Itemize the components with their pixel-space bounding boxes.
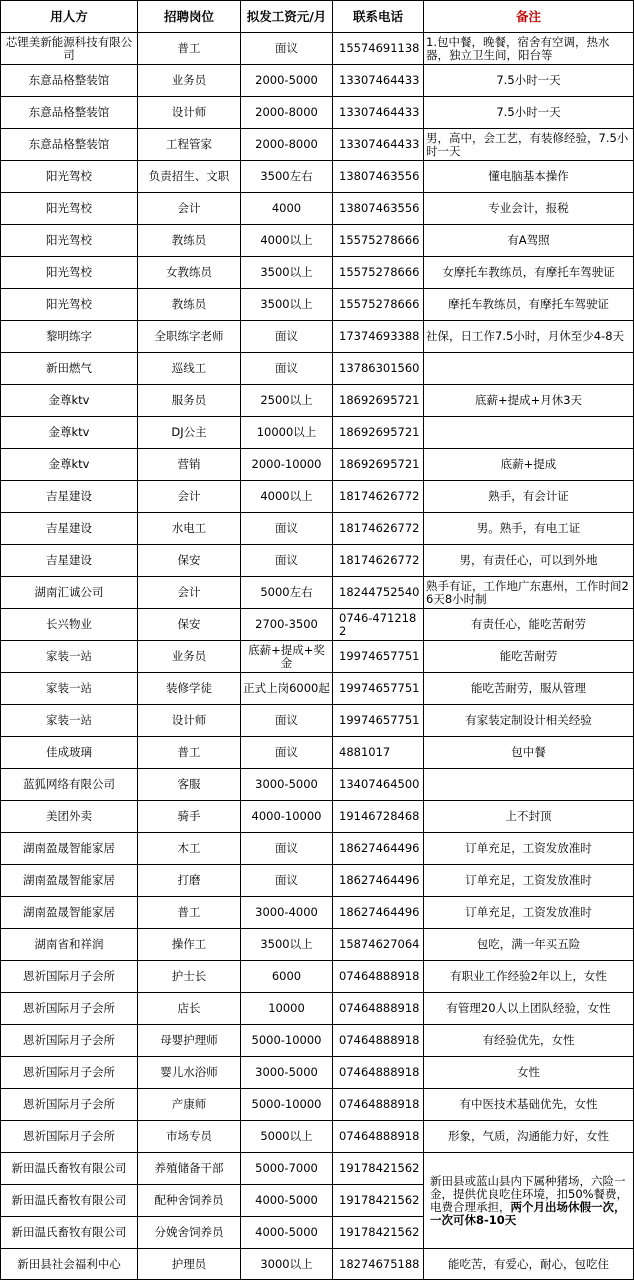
- employer-cell: 吉星建设: [1, 545, 138, 577]
- note-cell: 熟手有证，工作地广东惠州，工作时间26天8小时制: [424, 577, 634, 609]
- position-cell: 客服: [138, 769, 241, 801]
- table-row: [1, 513, 634, 545]
- note-cell: 有中医技术基础优先，女性: [424, 1089, 634, 1121]
- position-cell: 设计师: [138, 705, 241, 737]
- phone-cell: 18627464496: [333, 897, 424, 929]
- position-cell: 护理员: [138, 1249, 241, 1280]
- phone-cell: 18627464496: [333, 833, 424, 865]
- phone-cell: 15575278666: [333, 289, 424, 321]
- salary-cell: 3500以上: [241, 289, 333, 321]
- salary-cell: 4000-5000: [241, 1185, 333, 1217]
- table-body: [1, 33, 634, 1280]
- employer-cell: 家装一站: [1, 641, 138, 673]
- table-row: [1, 737, 634, 769]
- note-cell: 有管理20人以上团队经验，女性: [424, 993, 634, 1025]
- position-cell: 配种舍饲养员: [138, 1185, 241, 1217]
- note-cell: 女摩托车教练员，有摩托车驾驶证: [424, 257, 634, 289]
- table-row: [1, 993, 634, 1025]
- note-cell: 能吃苦，有爱心，耐心，包吃住: [424, 1249, 634, 1280]
- table-row: [1, 129, 634, 161]
- header-employer: 用人方: [1, 1, 138, 33]
- phone-cell: 07464888918: [333, 961, 424, 993]
- employer-cell: 东意品格整装馆: [1, 65, 138, 97]
- note-cell: 男，高中，会工艺，有装修经验，7.5小时一天: [424, 129, 634, 161]
- note-cell: 能吃苦耐劳: [424, 641, 634, 673]
- phone-cell: 18174626772: [333, 513, 424, 545]
- salary-cell: 5000左右: [241, 577, 333, 609]
- phone-cell: 13307464433: [333, 129, 424, 161]
- position-cell: 会计: [138, 577, 241, 609]
- salary-cell: 3000-5000: [241, 1057, 333, 1089]
- employer-cell: 家装一站: [1, 705, 138, 737]
- employer-cell: 湖南汇诚公司: [1, 577, 138, 609]
- employer-cell: 恩祈国际月子会所: [1, 1089, 138, 1121]
- note-cell: 形象，气质，沟通能力好，女性: [424, 1121, 634, 1153]
- phone-cell: 15575278666: [333, 225, 424, 257]
- phone-cell: 18627464496: [333, 865, 424, 897]
- salary-cell: 5000以上: [241, 1121, 333, 1153]
- employer-cell: 东意品格整装馆: [1, 97, 138, 129]
- salary-cell: 2500以上: [241, 385, 333, 417]
- table-row: [1, 385, 634, 417]
- salary-cell: 10000: [241, 993, 333, 1025]
- table-row: [1, 417, 634, 449]
- phone-cell: 07464888918: [333, 1121, 424, 1153]
- salary-cell: 3500左右: [241, 161, 333, 193]
- table-row: [1, 769, 634, 801]
- phone-cell: 15575278666: [333, 257, 424, 289]
- employer-cell: 金尊ktv: [1, 449, 138, 481]
- phone-cell: 13307464433: [333, 65, 424, 97]
- employer-cell: 金尊ktv: [1, 417, 138, 449]
- phone-cell: 18692695721: [333, 417, 424, 449]
- salary-cell: 5000-10000: [241, 1025, 333, 1057]
- salary-cell: 面议: [241, 737, 333, 769]
- note-cell: 7.5小时一天: [424, 65, 634, 97]
- header-row: [1, 1, 634, 33]
- phone-cell: 19146728468: [333, 801, 424, 833]
- phone-cell: 13807463556: [333, 161, 424, 193]
- employer-cell: 阳光驾校: [1, 257, 138, 289]
- employer-cell: 芯锂美新能源科技有限公司: [1, 33, 138, 65]
- table-row: [1, 193, 634, 225]
- phone-cell: 19178421562: [333, 1153, 424, 1185]
- position-cell: DJ公主: [138, 417, 241, 449]
- position-cell: 打磨: [138, 865, 241, 897]
- salary-cell: 面议: [241, 705, 333, 737]
- position-cell: 市场专员: [138, 1121, 241, 1153]
- phone-cell: 19178421562: [333, 1217, 424, 1249]
- table-row: [1, 641, 634, 673]
- position-cell: 普工: [138, 33, 241, 65]
- note-cell: 订单充足，工资发放准时: [424, 865, 634, 897]
- employer-cell: 东意品格整装馆: [1, 129, 138, 161]
- table-row: [1, 1249, 634, 1280]
- merged-note-cell: [424, 1153, 634, 1249]
- phone-cell: 07464888918: [333, 1089, 424, 1121]
- employer-cell: 恩祈国际月子会所: [1, 961, 138, 993]
- table-row: [1, 545, 634, 577]
- salary-cell: 2000-5000: [241, 65, 333, 97]
- position-cell: 产康师: [138, 1089, 241, 1121]
- note-cell: 懂电脑基本操作: [424, 161, 634, 193]
- note-cell: [424, 769, 634, 801]
- salary-cell: 2000-8000: [241, 129, 333, 161]
- table-row: [1, 353, 634, 385]
- phone-cell: 17374693388: [333, 321, 424, 353]
- employer-cell: 金尊ktv: [1, 385, 138, 417]
- note-cell: 男。熟手，有电工证: [424, 513, 634, 545]
- phone-cell: 18244752540: [333, 577, 424, 609]
- note-cell: 专业会计，报税: [424, 193, 634, 225]
- position-cell: 婴儿水浴师: [138, 1057, 241, 1089]
- salary-cell: 3500以上: [241, 929, 333, 961]
- position-cell: 装修学徒: [138, 673, 241, 705]
- employer-cell: 长兴物业: [1, 609, 138, 641]
- employer-cell: 吉星建设: [1, 513, 138, 545]
- note-cell: 上不封顶: [424, 801, 634, 833]
- employer-cell: 黎明练字: [1, 321, 138, 353]
- employer-cell: 湖南省和祥润: [1, 929, 138, 961]
- employer-cell: 新田温氏畜牧有限公司: [1, 1185, 138, 1217]
- table-row: [1, 961, 634, 993]
- note-cell: 1.包中餐，晚餐，宿舍有空调，热水器，独立卫生间，阳台等: [424, 33, 634, 65]
- salary-cell: 3500以上: [241, 257, 333, 289]
- note-cell: [424, 353, 634, 385]
- phone-cell: 18174626772: [333, 481, 424, 513]
- merged-note-text: 新田县或蓝山县内下属种猪场，六险一金，提供优良吃住环境，扣50%餐费，电费合理承担，: [430, 1173, 629, 1214]
- salary-cell: 4000以上: [241, 481, 333, 513]
- employer-cell: 湖南盈晟智能家居: [1, 833, 138, 865]
- table-row: [1, 801, 634, 833]
- employer-cell: 阳光驾校: [1, 161, 138, 193]
- table-row: [1, 929, 634, 961]
- employer-cell: 家装一站: [1, 673, 138, 705]
- salary-cell: 4000以上: [241, 225, 333, 257]
- note-cell: 男，有责任心，可以到外地: [424, 545, 634, 577]
- phone-cell: 13407464500: [333, 769, 424, 801]
- table-row: [1, 65, 634, 97]
- note-cell: 女性: [424, 1057, 634, 1089]
- note-cell: 底薪+提成: [424, 449, 634, 481]
- salary-cell: 5000-7000: [241, 1153, 333, 1185]
- salary-cell: 5000-10000: [241, 1089, 333, 1121]
- phone-cell: 07464888918: [333, 1025, 424, 1057]
- position-cell: 工程管家: [138, 129, 241, 161]
- employer-cell: 湖南盈晟智能家居: [1, 897, 138, 929]
- phone-cell: 19178421562: [333, 1185, 424, 1217]
- phone-cell: 15574691138: [333, 33, 424, 65]
- phone-cell: 19974657751: [333, 673, 424, 705]
- position-cell: 业务员: [138, 641, 241, 673]
- table-row: [1, 257, 634, 289]
- position-cell: 教练员: [138, 225, 241, 257]
- phone-cell: 13786301560: [333, 353, 424, 385]
- note-cell: 订单充足，工资发放准时: [424, 833, 634, 865]
- table-row: [1, 97, 634, 129]
- position-cell: 普工: [138, 737, 241, 769]
- phone-cell: 19974657751: [333, 705, 424, 737]
- employer-cell: 恩祈国际月子会所: [1, 1121, 138, 1153]
- employer-cell: 恩祈国际月子会所: [1, 1057, 138, 1089]
- position-cell: 会计: [138, 481, 241, 513]
- phone-cell: 0746-4712182: [333, 609, 424, 641]
- table-row: [1, 161, 634, 193]
- position-cell: 养殖储备干部: [138, 1153, 241, 1185]
- salary-cell: 6000: [241, 961, 333, 993]
- note-cell: 能吃苦耐劳，服从管理: [424, 673, 634, 705]
- salary-cell: 面议: [241, 321, 333, 353]
- table-row: [1, 1121, 634, 1153]
- table-row: [1, 33, 634, 65]
- salary-cell: 面议: [241, 353, 333, 385]
- position-cell: 店长: [138, 993, 241, 1025]
- position-cell: 全职练字老师: [138, 321, 241, 353]
- table-row: [1, 1025, 634, 1057]
- salary-cell: 2700-3500: [241, 609, 333, 641]
- phone-cell: 18692695721: [333, 385, 424, 417]
- table-row: [1, 897, 634, 929]
- position-cell: 分娩舍饲养员: [138, 1217, 241, 1249]
- employer-cell: 美团外卖: [1, 801, 138, 833]
- employer-cell: 湖南盈晟智能家居: [1, 865, 138, 897]
- position-cell: 普工: [138, 897, 241, 929]
- note-cell: 社保，日工作7.5小时，月休至少4-8天: [424, 321, 634, 353]
- phone-cell: 13807463556: [333, 193, 424, 225]
- phone-cell: 4881017: [333, 737, 424, 769]
- table-row: [1, 833, 634, 865]
- table-row: [1, 1057, 634, 1089]
- position-cell: 水电工: [138, 513, 241, 545]
- employer-cell: 阳光驾校: [1, 193, 138, 225]
- employer-cell: 阳光驾校: [1, 225, 138, 257]
- merged-note-bold-text: 两个月出场休假一次，一次可休8-10天: [430, 1199, 626, 1227]
- position-cell: 巡线工: [138, 353, 241, 385]
- phone-cell: 18174626772: [333, 545, 424, 577]
- employer-cell: 新田燃气: [1, 353, 138, 385]
- salary-cell: 正式上岗6000起: [241, 673, 333, 705]
- position-cell: 护士长: [138, 961, 241, 993]
- position-cell: 会计: [138, 193, 241, 225]
- note-cell: 订单充足，工资发放准时: [424, 897, 634, 929]
- phone-cell: 18274675188: [333, 1249, 424, 1280]
- employer-cell: 新田温氏畜牧有限公司: [1, 1217, 138, 1249]
- table-row: [1, 289, 634, 321]
- table-row: [1, 609, 634, 641]
- position-cell: 女教练员: [138, 257, 241, 289]
- employer-cell: 新田温氏畜牧有限公司: [1, 1153, 138, 1185]
- note-cell: 有家装定制设计相关经验: [424, 705, 634, 737]
- table-row: [1, 481, 634, 513]
- salary-cell: 底薪+提成+奖金: [241, 641, 333, 673]
- position-cell: 教练员: [138, 289, 241, 321]
- table-row: [1, 865, 634, 897]
- header-salary: 拟发工资元/月: [241, 1, 333, 33]
- employer-cell: 恩祈国际月子会所: [1, 993, 138, 1025]
- table-row: [1, 577, 634, 609]
- salary-cell: 面议: [241, 513, 333, 545]
- table-row: [1, 225, 634, 257]
- phone-cell: 07464888918: [333, 1057, 424, 1089]
- header-phone: 联系电话: [333, 1, 424, 33]
- table-row: [1, 1153, 634, 1185]
- employer-cell: 恩祈国际月子会所: [1, 1025, 138, 1057]
- table-row: [1, 673, 634, 705]
- phone-cell: 19974657751: [333, 641, 424, 673]
- salary-cell: 面议: [241, 545, 333, 577]
- salary-cell: 面议: [241, 865, 333, 897]
- salary-cell: 2000-10000: [241, 449, 333, 481]
- position-cell: 营销: [138, 449, 241, 481]
- position-cell: 保安: [138, 545, 241, 577]
- position-cell: 骑手: [138, 801, 241, 833]
- salary-cell: 2000-8000: [241, 97, 333, 129]
- note-cell: 包吃，满一年买五险: [424, 929, 634, 961]
- phone-cell: 07464888918: [333, 993, 424, 1025]
- employer-cell: 吉星建设: [1, 481, 138, 513]
- table-row: [1, 321, 634, 353]
- salary-cell: 3000以上: [241, 1249, 333, 1280]
- note-cell: 有A驾照: [424, 225, 634, 257]
- employer-cell: 蓝狐网络有限公司: [1, 769, 138, 801]
- phone-cell: 13307464433: [333, 97, 424, 129]
- phone-cell: 18692695721: [333, 449, 424, 481]
- salary-cell: 3000-5000: [241, 769, 333, 801]
- salary-cell: 10000以上: [241, 417, 333, 449]
- position-cell: 操作工: [138, 929, 241, 961]
- salary-cell: 4000-10000: [241, 801, 333, 833]
- salary-cell: 4000-5000: [241, 1217, 333, 1249]
- salary-cell: 面议: [241, 33, 333, 65]
- salary-cell: 4000: [241, 193, 333, 225]
- position-cell: 保安: [138, 609, 241, 641]
- position-cell: 木工: [138, 833, 241, 865]
- table-row: [1, 705, 634, 737]
- note-cell: 有责任心，能吃苦耐劳: [424, 609, 634, 641]
- position-cell: 服务员: [138, 385, 241, 417]
- note-cell: 包中餐: [424, 737, 634, 769]
- note-cell: 熟手，有会计证: [424, 481, 634, 513]
- position-cell: 母婴护理师: [138, 1025, 241, 1057]
- note-cell: [424, 417, 634, 449]
- employer-cell: 阳光驾校: [1, 289, 138, 321]
- employer-cell: 佳成玻璃: [1, 737, 138, 769]
- table-row: [1, 1089, 634, 1121]
- position-cell: 业务员: [138, 65, 241, 97]
- note-cell: 7.5小时一天: [424, 97, 634, 129]
- phone-cell: 15874627064: [333, 929, 424, 961]
- note-cell: 摩托车教练员，有摩托车驾驶证: [424, 289, 634, 321]
- note-cell: 有职业工作经验2年以上，女性: [424, 961, 634, 993]
- note-cell: 底薪+提成+月休3天: [424, 385, 634, 417]
- salary-cell: 面议: [241, 833, 333, 865]
- note-cell: 有经验优先，女性: [424, 1025, 634, 1057]
- salary-cell: 3000-4000: [241, 897, 333, 929]
- header-note: 备注: [424, 1, 634, 33]
- position-cell: 设计师: [138, 97, 241, 129]
- position-cell: 负责招生、文职: [138, 161, 241, 193]
- employer-cell: 新田县社会福利中心: [1, 1249, 138, 1280]
- table-row: [1, 449, 634, 481]
- header-position: 招聘岗位: [138, 1, 241, 33]
